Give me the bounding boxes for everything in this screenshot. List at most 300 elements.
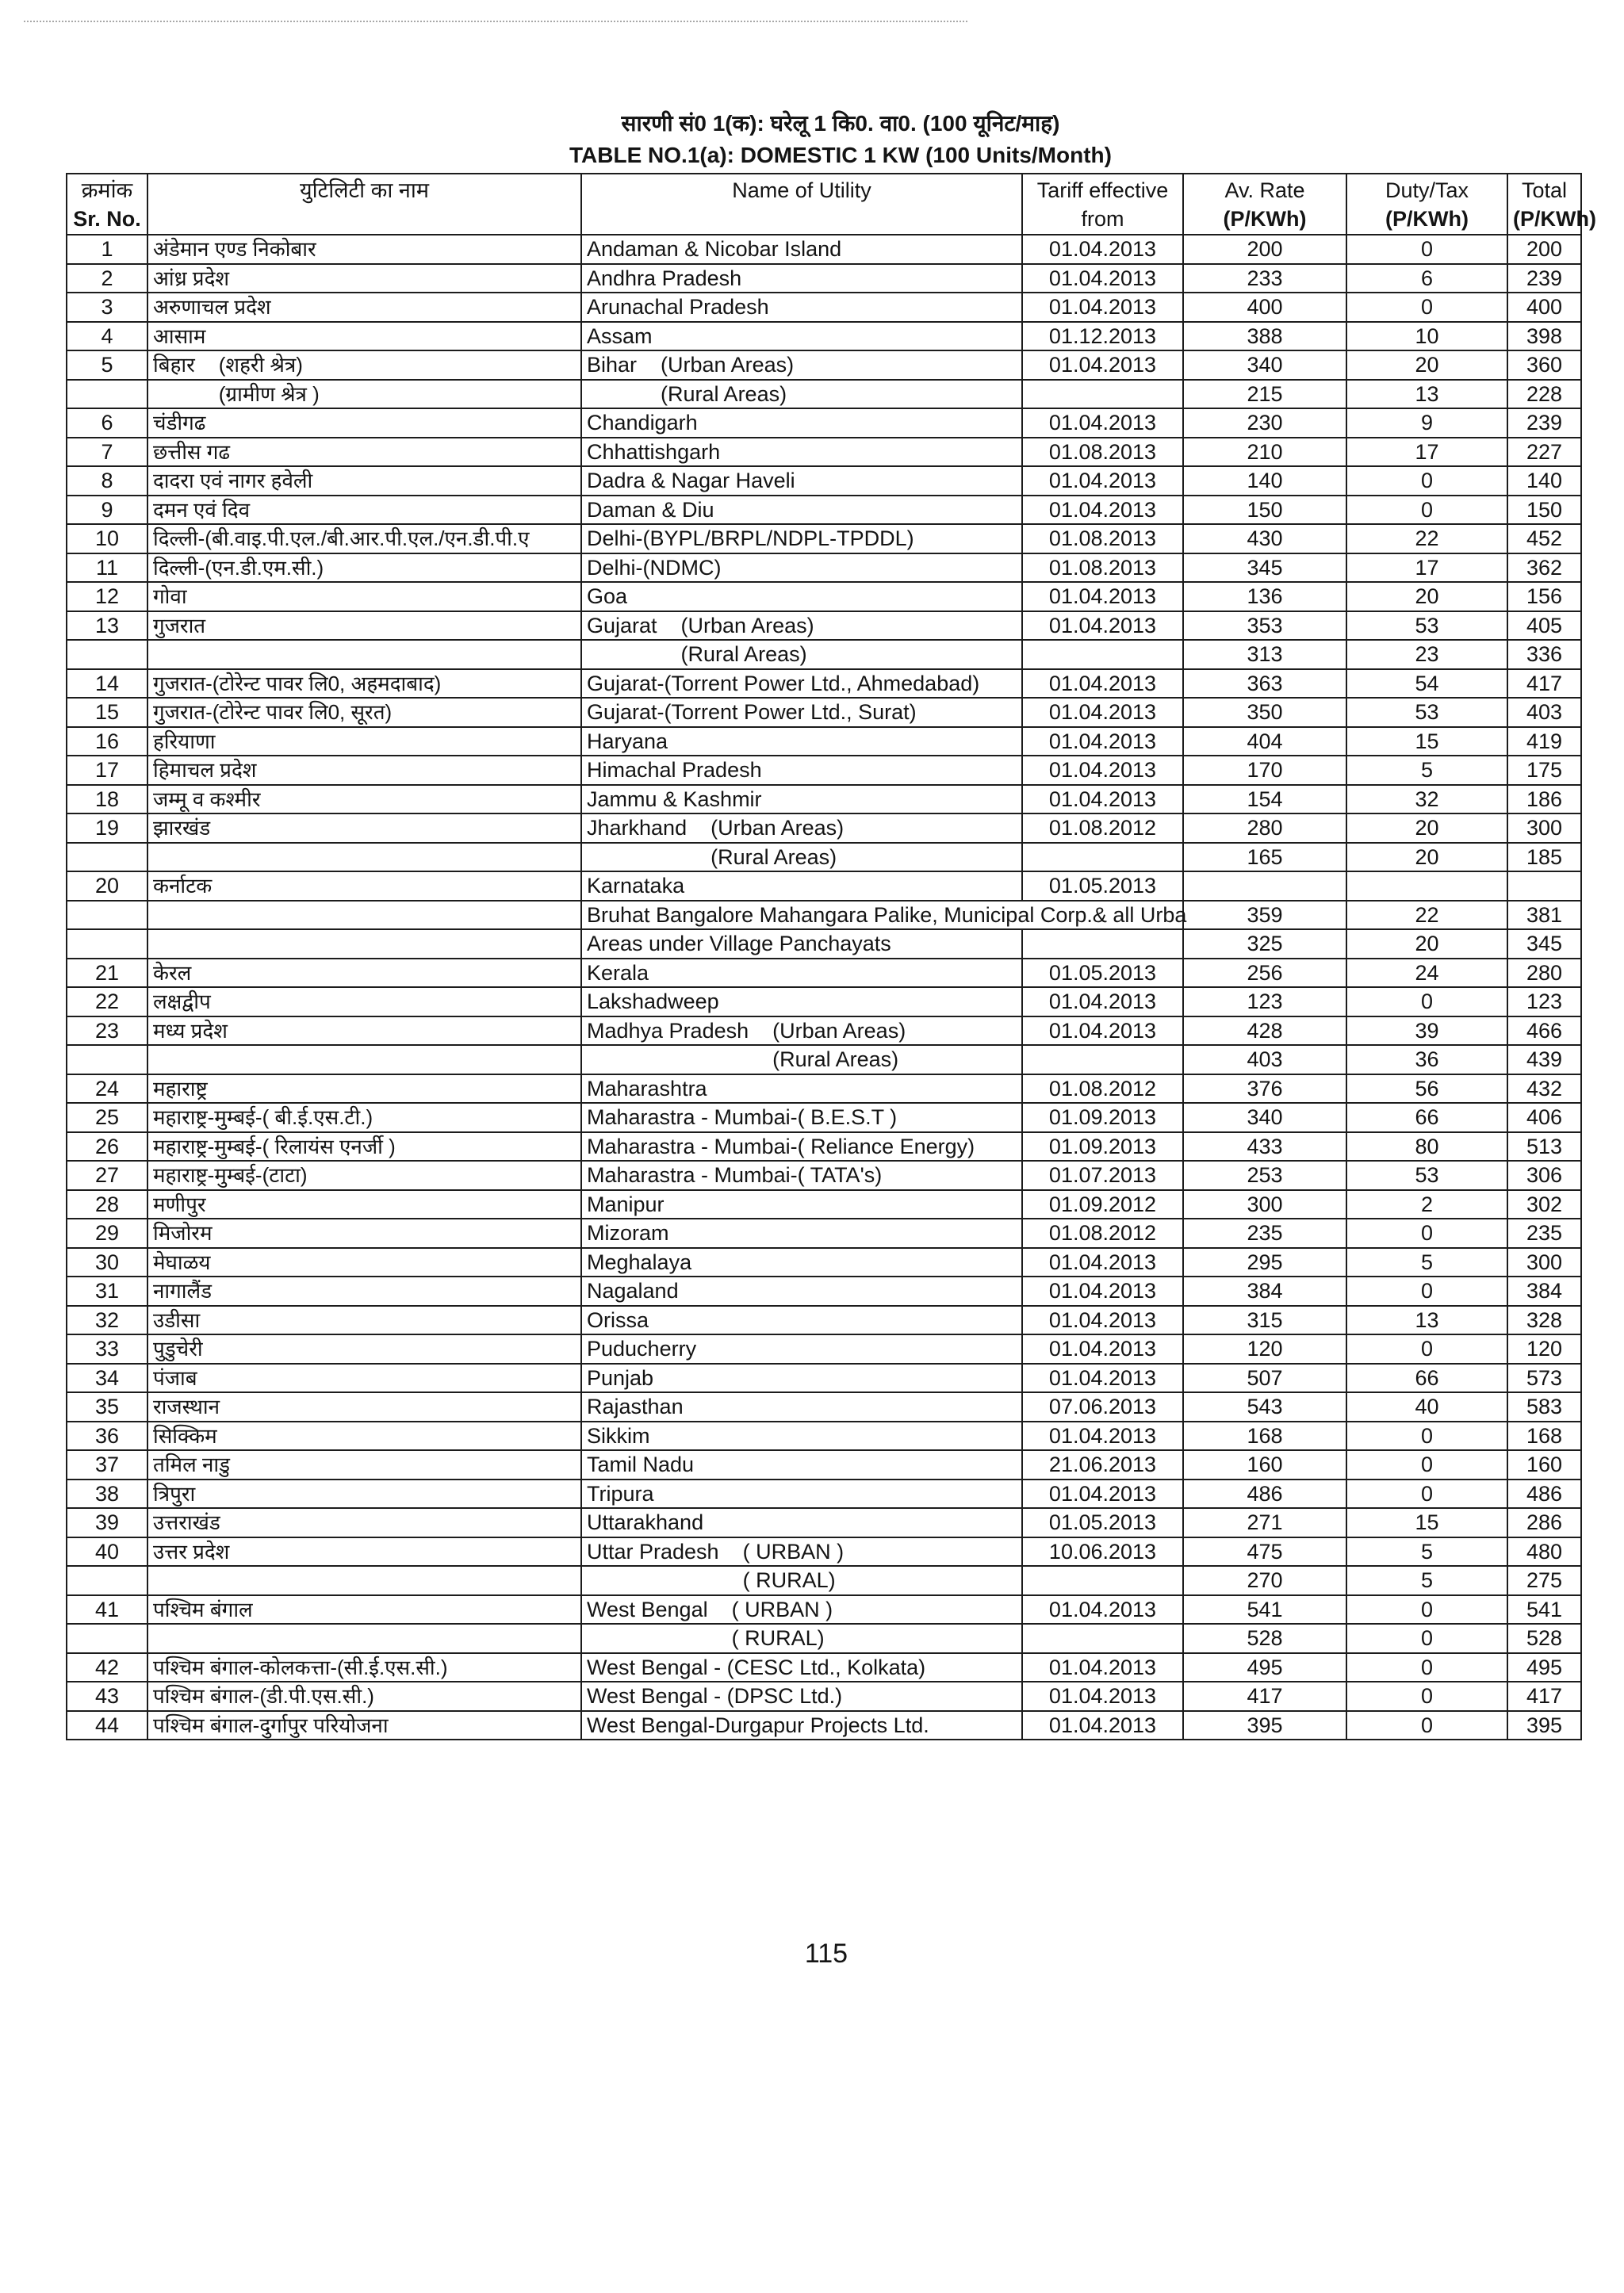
duty-tax-cell	[1346, 1016, 1507, 1046]
tariff-effective-date: 01.04.2013	[1048, 1307, 1157, 1332]
utility-name-hindi-cell	[147, 611, 581, 641]
utility-name-hindi-cell	[147, 438, 581, 467]
table-row	[67, 959, 1581, 988]
tariff-date-cell	[1022, 611, 1183, 641]
tariff-effective-date: 01.04.2013	[1048, 990, 1157, 1014]
utility-name-hindi-cell	[147, 1595, 581, 1625]
av-rate-cell	[1183, 1422, 1346, 1451]
tariff-effective-date: 01.09.2013	[1048, 1105, 1157, 1130]
utility-name-cell	[581, 1161, 1022, 1190]
av-rate: 430	[1247, 526, 1283, 551]
tariff-effective-date: 01.07.2013	[1048, 1163, 1157, 1188]
av-rate: 295	[1247, 1250, 1283, 1274]
av-rate: 170	[1247, 758, 1283, 783]
total-cell	[1507, 438, 1581, 467]
utility-name-hindi-cell	[147, 727, 581, 756]
sr-no: 30	[94, 1250, 120, 1274]
duty-tax: 13	[1415, 1307, 1439, 1332]
utility-name: Uttarakhand	[587, 1510, 704, 1535]
area-qualifier-hindi: (शहरी श्रेत्र)	[218, 353, 303, 377]
sr-no-cell	[67, 1306, 147, 1335]
table-row	[67, 1508, 1581, 1537]
sr-no: 25	[94, 1105, 120, 1130]
utility-name-cell	[581, 727, 1022, 756]
sr-no-cell	[67, 264, 147, 293]
sr-no-cell	[67, 756, 147, 785]
utility-name-cell	[581, 1682, 1022, 1711]
utility-name-hindi-cell	[147, 496, 581, 525]
tariff-effective-date: 01.04.2013	[1048, 1597, 1157, 1621]
total-cell	[1507, 756, 1581, 785]
duty-tax: 66	[1415, 1365, 1439, 1390]
total-cell	[1507, 553, 1581, 583]
tariff-effective-date: 01.04.2013	[1048, 295, 1157, 320]
table-row	[67, 756, 1581, 785]
utility-name-hindi: नागालैंड	[153, 1279, 213, 1303]
av-rate-cell	[1183, 1480, 1346, 1509]
av-rate-cell	[1183, 1334, 1346, 1364]
utility-name-cell	[581, 640, 1022, 669]
total-rate: 419	[1526, 729, 1563, 753]
header-total-unit: (P/KWh)	[1513, 207, 1596, 231]
table-row	[67, 871, 1581, 901]
utility-name-hindi: जम्मू व कश्मीर	[153, 787, 261, 811]
sr-no-cell	[67, 871, 147, 901]
total-rate: 403	[1526, 700, 1563, 725]
table-row	[67, 466, 1581, 496]
sr-no-cell	[67, 1248, 147, 1277]
duty-tax-cell	[1346, 1219, 1507, 1248]
av-rate: 417	[1247, 1684, 1283, 1709]
total-rate: 417	[1526, 1684, 1563, 1709]
tariff-date-cell	[1022, 496, 1183, 525]
av-rate: 168	[1247, 1423, 1283, 1448]
duty-tax-cell	[1346, 1537, 1507, 1567]
tariff-date-cell	[1022, 640, 1183, 669]
duty-tax-cell	[1346, 959, 1507, 988]
duty-tax: 20	[1415, 816, 1439, 840]
total-rate: 239	[1526, 266, 1563, 290]
total-rate: 384	[1526, 1279, 1563, 1303]
tariff-date-cell	[1022, 553, 1183, 583]
utility-name-cell	[581, 235, 1022, 264]
total-rate: 156	[1526, 584, 1563, 609]
utility-name-hindi-cell	[147, 929, 581, 959]
utility-name-hindi-cell	[147, 959, 581, 988]
table-row	[67, 264, 1581, 293]
total-cell	[1507, 1537, 1581, 1567]
utility-name-hindi: दादरा एवं नागर हवेली	[153, 469, 313, 493]
av-rate-cell	[1183, 235, 1346, 264]
utility-name-hindi: पंजाब	[153, 1365, 197, 1390]
utility-name: Assam	[587, 323, 653, 348]
total-cell	[1507, 987, 1581, 1016]
sr-no: 13	[94, 613, 120, 637]
total-cell	[1507, 1566, 1581, 1595]
sr-no: 20	[94, 874, 120, 898]
table-title-hindi: सारणी सं0 1(क): घरेलू 1 कि0. वा0. (100 यूनिट/माह)	[621, 111, 1060, 136]
av-rate: 165	[1247, 844, 1283, 869]
utility-name-hindi: झारखंड	[153, 816, 211, 840]
tariff-effective-date: 01.08.2012	[1048, 1076, 1157, 1101]
total-cell	[1507, 871, 1581, 901]
utility-name: Manipur	[587, 1192, 665, 1216]
sr-no: 40	[94, 1539, 120, 1564]
sr-no: 16	[94, 729, 120, 753]
total-rate: 395	[1526, 1713, 1563, 1737]
utility-name-hindi-cell	[147, 1653, 581, 1682]
sr-no-cell	[67, 1161, 147, 1190]
tariff-date-cell	[1022, 350, 1183, 380]
total-rate: 400	[1526, 295, 1563, 320]
utility-name: Mizoram	[587, 1221, 669, 1246]
duty-tax-cell	[1346, 380, 1507, 409]
sr-no-cell	[67, 611, 147, 641]
total-cell	[1507, 901, 1581, 930]
utility-name-hindi: गुजरात-(टोरेन्ट पावर लि0, सूरत)	[153, 700, 393, 725]
duty-tax: 24	[1415, 960, 1439, 985]
sr-no: 10	[94, 526, 120, 551]
av-rate: 345	[1247, 555, 1283, 580]
area-qualifier-hindi: (ग्रामीण श्रेत्र )	[218, 381, 320, 406]
duty-tax: 17	[1415, 555, 1439, 580]
table-row	[67, 785, 1581, 814]
utility-name-hindi: गुजरात	[153, 613, 206, 637]
utility-name-hindi-cell	[147, 1537, 581, 1567]
av-rate-cell	[1183, 1277, 1346, 1306]
header-av-rate-unit: (P/KWh)	[1223, 207, 1307, 231]
utility-name-cell	[581, 350, 1022, 380]
av-rate-cell	[1183, 1392, 1346, 1422]
utility-name: West Bengal - (DPSC Ltd.)	[587, 1684, 843, 1709]
duty-tax: 32	[1415, 787, 1439, 811]
sr-no: 8	[101, 469, 113, 493]
duty-tax: 13	[1415, 381, 1439, 406]
total-rate: 573	[1526, 1365, 1563, 1390]
total-rate: 175	[1526, 758, 1563, 783]
utility-name: Sikkim	[587, 1423, 650, 1448]
area-qualifier: ( URBAN )	[731, 1597, 833, 1621]
utility-name-hindi-cell	[147, 1422, 581, 1451]
duty-tax: 40	[1415, 1395, 1439, 1419]
total-cell	[1507, 235, 1581, 264]
duty-tax-cell	[1346, 1392, 1507, 1422]
av-rate-cell	[1183, 438, 1346, 467]
total-cell	[1507, 322, 1581, 351]
header-duty-tax-line1: Duty/Tax	[1385, 178, 1469, 202]
av-rate-cell	[1183, 1306, 1346, 1335]
tariff-effective-date: 01.04.2013	[1048, 266, 1157, 290]
sr-no-cell	[67, 1074, 147, 1104]
utility-name-cell	[581, 1537, 1022, 1567]
sr-no-cell	[67, 408, 147, 438]
av-rate-cell	[1183, 408, 1346, 438]
total-rate: 360	[1526, 353, 1563, 377]
utility-name-hindi: त्रिपुरा	[153, 1481, 196, 1506]
utility-name-hindi-cell	[147, 756, 581, 785]
duty-tax: 0	[1420, 469, 1434, 493]
tariff-date-cell	[1022, 1480, 1183, 1509]
total-rate: 286	[1526, 1510, 1563, 1535]
utility-name-hindi: मणीपुर	[153, 1192, 206, 1216]
total-rate: 200	[1526, 237, 1563, 262]
tariff-date-cell	[1022, 380, 1183, 409]
utility-name-hindi-cell	[147, 1248, 581, 1277]
sr-no-cell	[67, 1103, 147, 1132]
total-cell	[1507, 785, 1581, 814]
av-rate: 486	[1247, 1481, 1283, 1506]
utility-name-hindi-cell	[147, 1480, 581, 1509]
av-rate-cell	[1183, 640, 1346, 669]
utility-name-hindi: बिहार	[153, 353, 195, 377]
tariff-effective-date: 01.04.2013	[1048, 497, 1157, 522]
table-row	[67, 553, 1581, 583]
tariff-effective-date: 01.04.2013	[1048, 353, 1157, 377]
sr-no-cell	[67, 1508, 147, 1537]
tariff-table	[66, 173, 1596, 1740]
table-row	[67, 1364, 1581, 1393]
duty-tax: 53	[1415, 1163, 1439, 1188]
utility-name: Andaman & Nicobar Island	[587, 237, 842, 262]
duty-tax-cell	[1346, 1624, 1507, 1653]
tariff-date-cell	[1022, 524, 1183, 553]
sr-no: 7	[101, 439, 113, 464]
av-rate: 253	[1247, 1163, 1283, 1188]
utility-name-cell	[581, 756, 1022, 785]
sr-no-cell	[67, 1219, 147, 1248]
utility-name-cell	[581, 1508, 1022, 1537]
duty-tax-cell	[1346, 1074, 1507, 1104]
av-rate-cell	[1183, 611, 1346, 641]
duty-tax-cell	[1346, 1450, 1507, 1480]
utility-name: Lakshadweep	[587, 990, 719, 1014]
sr-no-cell	[67, 727, 147, 756]
av-rate: 528	[1247, 1626, 1283, 1651]
tariff-date-cell	[1022, 785, 1183, 814]
table-row	[67, 322, 1581, 351]
utility-name-cell	[581, 1277, 1022, 1306]
av-rate: 200	[1247, 237, 1283, 262]
duty-tax-cell	[1346, 871, 1507, 901]
duty-tax-cell	[1346, 727, 1507, 756]
sr-no: 43	[94, 1684, 120, 1709]
duty-tax: 0	[1420, 1655, 1434, 1679]
utility-name-hindi: महाराष्ट्र-मुम्बई-(टाटा)	[153, 1163, 308, 1188]
av-rate: 315	[1247, 1307, 1283, 1332]
utility-name-hindi: हिमाचल प्रदेश	[153, 758, 257, 783]
utility-name-hindi-cell	[147, 1624, 581, 1653]
total-cell	[1507, 1508, 1581, 1537]
utility-name: Areas under Village Panchayats	[587, 932, 891, 956]
duty-tax: 20	[1415, 932, 1439, 956]
total-rate: 239	[1526, 411, 1563, 435]
header-tariff-effective	[1022, 174, 1183, 235]
utility-name-hindi-cell	[147, 1074, 581, 1104]
av-rate-cell	[1183, 1711, 1346, 1740]
total-cell	[1507, 1132, 1581, 1162]
total-cell	[1507, 813, 1581, 843]
duty-tax: 5	[1420, 1568, 1434, 1593]
av-rate: 140	[1247, 469, 1283, 493]
duty-tax-cell	[1346, 1277, 1507, 1306]
total-cell	[1507, 408, 1581, 438]
utility-name-hindi: कर्नाटक	[153, 874, 213, 898]
utility-name: Dadra & Nagar Haveli	[587, 469, 795, 493]
utility-name-hindi-cell	[147, 1450, 581, 1480]
utility-name-hindi: महाराष्ट्र	[153, 1076, 208, 1101]
av-rate: 475	[1247, 1539, 1283, 1564]
av-rate: 280	[1247, 816, 1283, 840]
av-rate: 256	[1247, 960, 1283, 985]
duty-tax: 22	[1415, 526, 1439, 551]
total-cell	[1507, 843, 1581, 872]
tariff-date-cell	[1022, 727, 1183, 756]
utility-name-hindi-cell	[147, 813, 581, 843]
header-utility-name	[581, 174, 1022, 235]
duty-tax-cell	[1346, 496, 1507, 525]
tariff-effective-date: 01.12.2013	[1048, 323, 1157, 348]
av-rate: 123	[1247, 990, 1283, 1014]
utility-name-cell	[581, 1364, 1022, 1393]
tariff-date-cell	[1022, 1566, 1183, 1595]
av-rate-cell	[1183, 553, 1346, 583]
utility-name: Bihar	[587, 353, 638, 377]
utility-name-hindi-cell	[147, 843, 581, 872]
av-rate-cell	[1183, 1682, 1346, 1711]
tariff-date-cell	[1022, 1132, 1183, 1162]
sr-no-cell	[67, 698, 147, 727]
tariff-date-cell	[1022, 1508, 1183, 1537]
tariff-effective-date: 01.05.2013	[1048, 874, 1157, 898]
utility-name: Arunachal Pradesh	[587, 295, 769, 320]
av-rate-cell	[1183, 959, 1346, 988]
total-rate: 345	[1526, 932, 1563, 956]
table-row	[67, 524, 1581, 553]
utility-name: Karnataka	[587, 874, 685, 898]
total-rate: 541	[1526, 1597, 1563, 1621]
table-title: TABLE NO.1(a): DOMESTIC 1 KW (100 Units/Month)	[569, 143, 1112, 167]
utility-name-cell	[581, 1624, 1022, 1653]
utility-name-cell	[581, 293, 1022, 322]
duty-tax-cell	[1346, 293, 1507, 322]
sr-no-cell	[67, 1392, 147, 1422]
sr-no: 18	[94, 787, 120, 811]
tariff-date-cell	[1022, 438, 1183, 467]
sr-no: 6	[101, 411, 113, 435]
sr-no-cell	[67, 1450, 147, 1480]
table-row	[67, 813, 1581, 843]
sr-no: 28	[94, 1192, 120, 1216]
table-row	[67, 1074, 1581, 1104]
total-rate: 300	[1526, 816, 1563, 840]
sr-no: 11	[95, 555, 119, 580]
duty-tax: 5	[1420, 1250, 1434, 1274]
duty-tax-cell	[1346, 843, 1507, 872]
utility-name-cell	[581, 901, 1187, 930]
tariff-effective-date: 07.06.2013	[1048, 1395, 1157, 1419]
header-sr-no	[67, 174, 147, 235]
utility-name-cell	[581, 1450, 1022, 1480]
table-row	[67, 1422, 1581, 1451]
duty-tax: 0	[1420, 990, 1434, 1014]
duty-tax: 0	[1420, 295, 1434, 320]
table-row	[67, 1653, 1581, 1682]
sr-no: 5	[101, 353, 113, 377]
area-qualifier: (Rural Areas)	[710, 844, 837, 869]
total-cell	[1507, 611, 1581, 641]
page-number: 115	[804, 1939, 848, 1969]
table-row	[67, 1045, 1581, 1074]
utility-name-hindi: छत्तीस गढ	[153, 439, 231, 464]
sr-no: 29	[94, 1221, 120, 1246]
av-rate: 233	[1247, 266, 1283, 290]
table-row	[67, 1450, 1581, 1480]
utility-name: Nagaland	[587, 1279, 679, 1303]
utility-name-hindi-cell	[147, 524, 581, 553]
av-rate: 359	[1247, 902, 1283, 927]
sr-no-cell	[67, 669, 147, 699]
tariff-effective-date: 21.06.2013	[1048, 1453, 1157, 1477]
total-cell	[1507, 1161, 1581, 1190]
utility-name-hindi: दिल्ली-(बी.वाइ.पी.एल./बी.आर.पी.एल./एन.डी.पी.ए	[153, 526, 530, 551]
area-qualifier: (Rural Areas)	[661, 381, 787, 406]
utility-name-cell	[581, 1711, 1022, 1740]
sr-no: 3	[101, 295, 113, 320]
utility-name-cell	[581, 408, 1022, 438]
tariff-date-cell	[1022, 264, 1183, 293]
utility-name-hindi-cell	[147, 785, 581, 814]
tariff-date-cell	[1022, 756, 1183, 785]
table-row	[67, 1566, 1581, 1595]
duty-tax: 23	[1415, 642, 1439, 667]
total-rate: 235	[1526, 1221, 1563, 1246]
total-cell	[1507, 496, 1581, 525]
total-cell	[1507, 1219, 1581, 1248]
utility-name-cell	[581, 611, 1022, 641]
table-row	[67, 1219, 1581, 1248]
duty-tax: 66	[1415, 1105, 1439, 1130]
utility-name-cell	[581, 813, 1022, 843]
sr-no: 39	[94, 1510, 120, 1535]
sr-no: 36	[94, 1423, 120, 1448]
table-row	[67, 1480, 1581, 1509]
tariff-effective-date: 01.04.2013	[1048, 1481, 1157, 1506]
sr-no-cell	[67, 987, 147, 1016]
total-cell	[1507, 380, 1581, 409]
total-rate: 186	[1526, 787, 1563, 811]
total-cell	[1507, 350, 1581, 380]
utility-name: Maharastra - Mumbai-( B.E.S.T )	[587, 1105, 898, 1130]
utility-name: Maharastra - Mumbai-( Reliance Energy)	[587, 1134, 975, 1158]
total-cell	[1507, 1074, 1581, 1104]
utility-name: Tamil Nadu	[587, 1453, 695, 1477]
utility-name-cell	[581, 1045, 1022, 1074]
table-row	[67, 1161, 1581, 1190]
tariff-effective-date: 01.04.2013	[1048, 758, 1157, 783]
utility-name-cell	[581, 1306, 1022, 1335]
sr-no-cell	[67, 843, 147, 872]
av-rate: 136	[1247, 584, 1283, 609]
duty-tax-cell	[1346, 785, 1507, 814]
utility-name-hindi: महाराष्ट्र-मुम्बई-( बी.ई.एस.टी.)	[153, 1105, 373, 1130]
utility-name-hindi-cell	[147, 1682, 581, 1711]
header-duty-tax-unit: (P/KWh)	[1385, 207, 1469, 231]
header-sr-no-hindi: क्रमांक	[81, 178, 133, 202]
sr-no-cell	[67, 1364, 147, 1393]
total-rate: 228	[1526, 381, 1563, 406]
tariff-effective-date: 01.04.2013	[1048, 1713, 1157, 1737]
tariff-date-cell	[1022, 1537, 1183, 1567]
